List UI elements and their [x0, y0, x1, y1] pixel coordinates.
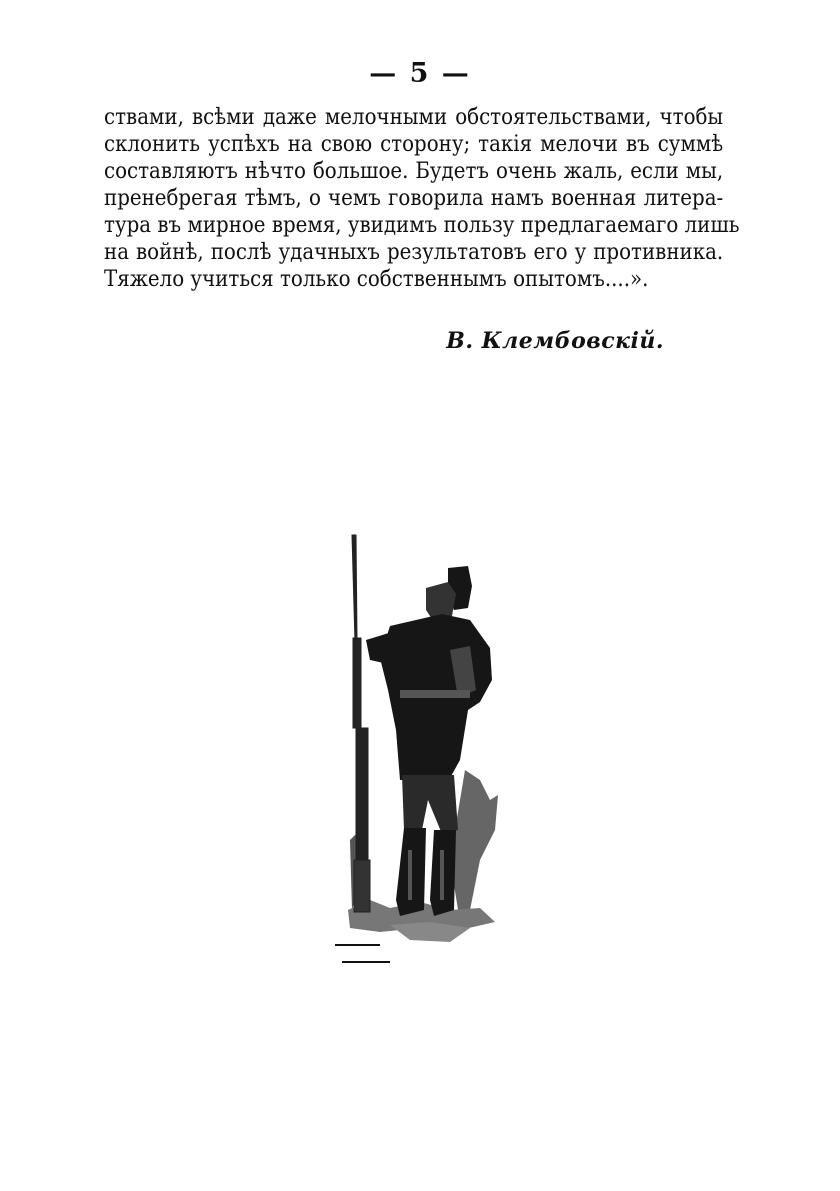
page-number: — 5 —	[369, 58, 471, 89]
text-line-2: склонить успѣхъ на свою сторону; такія мелочи въ суммѣ	[104, 132, 724, 157]
soldier-illustration	[330, 530, 510, 980]
text-line-1: ствами, всѣми даже мелочными обстоятельствами, чтобы	[104, 105, 724, 130]
author-signature: В. Клембовскій.	[446, 328, 664, 354]
ground-lines	[335, 945, 390, 962]
body-text	[104, 104, 740, 293]
text-line-3: составляютъ нѣчто большое. Будетъ очень жаль, если мы,	[104, 159, 724, 184]
text-line-5: тура въ мирное время, увидимъ пользу предлагаемаго лишь	[104, 213, 740, 238]
text-line-7: Тяжело учиться только собственнымъ опытомъ....».	[104, 267, 649, 292]
text-line-4: пренебрегая тѣмъ, о чемъ говорила намъ военная литера-	[104, 186, 724, 211]
text-line-6: на войнѣ, послѣ удачныхъ результатовъ его у противника.	[104, 240, 724, 265]
